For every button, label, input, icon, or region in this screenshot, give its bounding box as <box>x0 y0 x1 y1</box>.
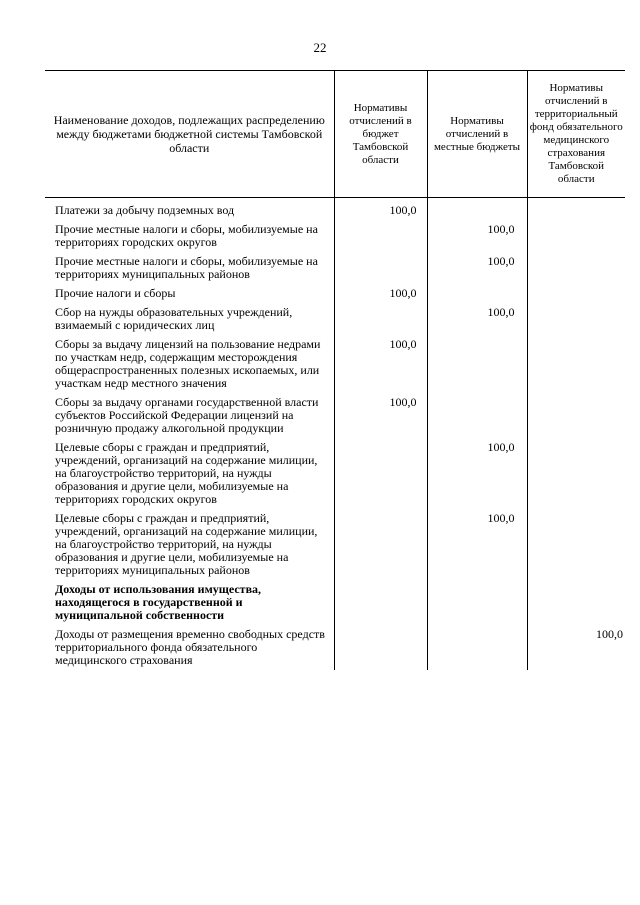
revenue-section-heading: Доходы от использования имущества, находящегося в государственной и муниципальной собственности <box>55 582 262 622</box>
header-health-insurance-fund: Нормативы отчислений в территориальный фонд обязательного медицинского страхования Тамбовской области <box>527 71 625 198</box>
local-norm-cell: 100,0 <box>427 303 527 335</box>
header-regional-budget: Нормативы отчислений в бюджет Тамбовской области <box>334 71 427 198</box>
regional-norm-cell: 100,0 <box>334 284 427 303</box>
table-row <box>45 303 625 335</box>
header-revenue-name: Наименование доходов, подлежащих распределению между бюджетами бюджетной системы Тамбовской области <box>45 71 334 198</box>
table-header-row <box>45 71 625 198</box>
revenue-name-cell: Целевые сборы с граждан и предприятий, учреждений, организаций на содержание милиции, на благоустройство территорий, на нужды образования и другие цели, мобилизуемые на территориях муниципальных районов <box>55 511 318 577</box>
page-number: 22 <box>313 40 327 55</box>
regional-norm-cell: 100,0 <box>334 335 427 393</box>
revenue-name-cell: Прочие налоги и сборы <box>55 286 176 300</box>
regional-norm-cell <box>334 509 427 580</box>
revenue-name-cell: Сборы за выдачу лицензий на пользование недрами по участкам недр, содержащим месторождения общераспространенных полезных ископаемых, или участкам недр местного значения <box>55 337 321 390</box>
regional-norm-cell: 100,0 <box>334 198 427 221</box>
regional-norm-cell <box>334 252 427 284</box>
fund-norm-cell: 100,0 <box>527 625 625 670</box>
fund-norm-cell <box>527 438 625 509</box>
regional-norm-cell <box>334 438 427 509</box>
table-row <box>45 625 625 670</box>
regional-norm-cell: 100,0 <box>334 393 427 438</box>
regional-norm-cell <box>334 303 427 335</box>
fund-norm-cell <box>527 509 625 580</box>
table-row <box>45 580 625 625</box>
fund-norm-cell <box>527 252 625 284</box>
fund-norm-cell <box>527 335 625 393</box>
local-norm-cell <box>427 625 527 670</box>
revenue-name-cell: Прочие местные налоги и сборы, мобилизуемые на территориях городских округов <box>55 222 318 249</box>
table-row <box>45 220 625 252</box>
fund-norm-cell <box>527 220 625 252</box>
local-norm-cell <box>427 393 527 438</box>
table-row <box>45 335 625 393</box>
local-norm-cell <box>427 580 527 625</box>
table-row <box>45 438 625 509</box>
table-row <box>45 198 625 221</box>
fund-norm-cell <box>527 393 625 438</box>
table-row <box>45 393 625 438</box>
revenue-name-cell: Сборы за выдачу органами государственной власти субъектов Российской Федерации лицензий на розничную продажу алкогольной продукции <box>55 395 319 435</box>
regional-norm-cell <box>334 220 427 252</box>
revenue-name-cell: Доходы от размещения временно свободных средств территориального фонда обязательного медицинского страхования <box>55 627 325 667</box>
table-row <box>45 284 625 303</box>
local-norm-cell <box>427 284 527 303</box>
fund-norm-cell <box>527 580 625 625</box>
table-row <box>45 509 625 580</box>
local-norm-cell <box>427 198 527 221</box>
fund-norm-cell <box>527 198 625 221</box>
table-row <box>45 252 625 284</box>
header-local-budgets: Нормативы отчислений в местные бюджеты <box>427 71 527 198</box>
fund-norm-cell <box>527 284 625 303</box>
local-norm-cell: 100,0 <box>427 438 527 509</box>
local-norm-cell <box>427 335 527 393</box>
regional-norm-cell <box>334 625 427 670</box>
fund-norm-cell <box>527 303 625 335</box>
local-norm-cell: 100,0 <box>427 509 527 580</box>
local-norm-cell: 100,0 <box>427 252 527 284</box>
local-norm-cell: 100,0 <box>427 220 527 252</box>
revenue-name-cell: Платежи за добычу подземных вод <box>55 203 235 217</box>
revenue-name-cell: Прочие местные налоги и сборы, мобилизуемые на территориях муниципальных районов <box>55 254 318 281</box>
revenue-distribution-table <box>45 70 625 670</box>
revenue-name-cell: Сбор на нужды образовательных учреждений, взимаемый с юридических лиц <box>55 305 293 332</box>
revenue-name-cell: Целевые сборы с граждан и предприятий, учреждений, организаций на содержание милиции, на благоустройство территорий, на нужды образования и другие цели, мобилизуемые на территориях городских округов <box>55 440 318 506</box>
regional-norm-cell <box>334 580 427 625</box>
